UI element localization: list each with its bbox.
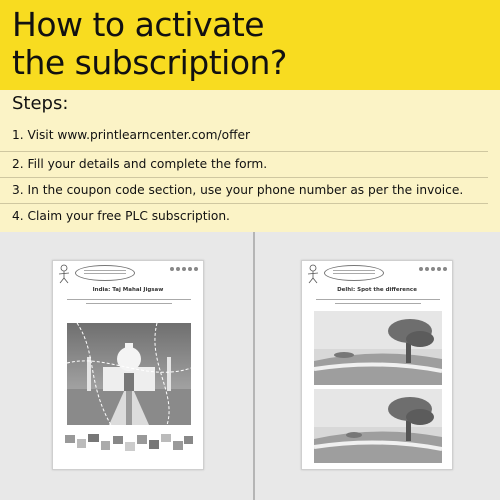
step-3: 3. In the coupon code section, use your phone number as per the invoice. xyxy=(12,183,464,197)
worksheet-title: Delhi: Spot the difference xyxy=(337,287,417,293)
worksheet-title: India: Taj Mahal Jigsaw xyxy=(92,287,164,293)
worksheet-instructions xyxy=(316,299,440,307)
page-title xyxy=(12,6,287,82)
title-line-2: the subscription? xyxy=(12,43,287,82)
mascot-icon xyxy=(306,264,320,284)
scene-top-image xyxy=(314,311,442,385)
speech-bubble xyxy=(75,265,135,281)
step-divider xyxy=(0,203,488,204)
speech-bubble xyxy=(324,265,384,281)
step-divider xyxy=(0,151,488,152)
taj-mahal-jigsaw-image xyxy=(67,323,191,425)
jigsaw-pieces xyxy=(63,431,195,455)
header-icons xyxy=(418,266,448,272)
worksheet-footer xyxy=(306,463,450,466)
worksheet-jigsaw xyxy=(52,260,204,470)
step-1: 1. Visit www.printlearncenter.com/offer xyxy=(12,128,250,142)
worksheet-spot-difference xyxy=(301,260,453,470)
steps-heading: Steps: xyxy=(12,93,69,114)
worksheet-footer xyxy=(57,463,201,466)
header-icons xyxy=(169,266,199,272)
title-line-1: How to activate xyxy=(12,5,265,44)
steps-section xyxy=(0,90,500,232)
preview-panel-right xyxy=(255,232,500,500)
mascot-icon xyxy=(57,264,71,284)
step-2: 2. Fill your details and complete the form. xyxy=(12,157,268,171)
header-banner xyxy=(0,0,500,90)
worksheet-instructions xyxy=(67,299,191,307)
step-4: 4. Claim your free PLC subscription. xyxy=(12,209,230,223)
scene-bottom-image xyxy=(314,389,442,463)
step-divider xyxy=(0,177,488,178)
preview-panel-left xyxy=(0,232,253,500)
